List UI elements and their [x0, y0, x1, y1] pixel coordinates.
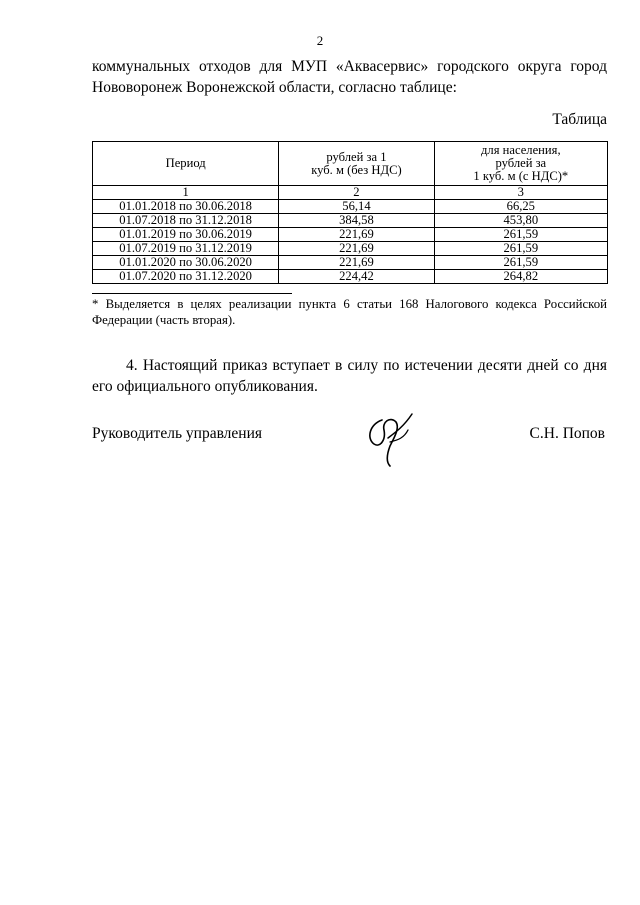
price-without-vat-cell: 221,69 — [279, 228, 434, 242]
period-cell: 01.07.2019 по 31.12.2019 — [93, 242, 279, 256]
signatory-name: С.Н. Попов — [529, 425, 605, 442]
footnote: * Выделяется в целях реализации пункта 6 статьи 168 Налогового кодекса Российской Федерации (часть вторая). — [92, 297, 607, 327]
header-price-with-vat-line-2: рублей за — [495, 156, 547, 170]
column-number: 2 — [279, 186, 434, 200]
period-cell: 01.07.2020 по 31.12.2020 — [93, 270, 279, 284]
period-cell: 01.07.2018 по 31.12.2018 — [93, 214, 279, 228]
table-row — [93, 200, 608, 214]
footnote-divider — [92, 293, 292, 294]
period-cell: 01.01.2019 по 30.06.2019 — [93, 228, 279, 242]
header-price-with-vat-line-3: 1 куб. м (с НДС)* — [473, 169, 569, 183]
table-row — [93, 214, 608, 228]
header-price-with-vat — [434, 142, 607, 186]
tariff-table — [92, 141, 608, 284]
table-header-row — [93, 142, 608, 186]
price-without-vat-cell: 221,69 — [279, 242, 434, 256]
table-row — [93, 228, 608, 242]
table-row — [93, 242, 608, 256]
column-number-row — [93, 186, 608, 200]
price-with-vat-cell: 261,59 — [434, 256, 607, 270]
table-caption: Таблица — [552, 111, 607, 128]
column-number: 3 — [434, 186, 607, 200]
price-with-vat-cell: 453,80 — [434, 214, 607, 228]
table-row — [93, 270, 608, 284]
price-with-vat-cell: 261,59 — [434, 242, 607, 256]
header-price-without-vat-line-2: куб. м (без НДС) — [311, 162, 402, 177]
page-number: 2 — [316, 33, 324, 48]
period-cell: 01.01.2020 по 30.06.2020 — [93, 256, 279, 270]
price-without-vat-cell: 56,14 — [279, 200, 434, 214]
price-without-vat-cell: 221,69 — [279, 256, 434, 270]
header-price-without-vat — [279, 142, 434, 186]
header-period: Период — [93, 142, 279, 186]
intro-paragraph: коммунальных отходов для МУП «Аквасервис» городского округа город Нововоронеж Воронежской области, согласно таблице: — [92, 58, 607, 96]
price-with-vat-cell: 264,82 — [434, 270, 607, 284]
header-price-with-vat-line-1: для населения, — [481, 143, 561, 157]
signatory-title: Руководитель управления — [92, 425, 263, 442]
period-cell: 01.01.2018 по 30.06.2018 — [93, 200, 279, 214]
table-row — [93, 256, 608, 270]
price-with-vat-cell: 261,59 — [434, 228, 607, 242]
price-with-vat-cell: 66,25 — [434, 200, 607, 214]
column-number: 1 — [93, 186, 279, 200]
header-price-without-vat-line-1: рублей за 1 — [326, 149, 387, 164]
price-without-vat-cell: 384,58 — [279, 214, 434, 228]
handwritten-signature — [360, 408, 420, 468]
clause-4-paragraph: 4. Настоящий приказ вступает в силу по истечении десяти дней со дня его официального опубликования. — [92, 357, 607, 395]
price-without-vat-cell: 224,42 — [279, 270, 434, 284]
